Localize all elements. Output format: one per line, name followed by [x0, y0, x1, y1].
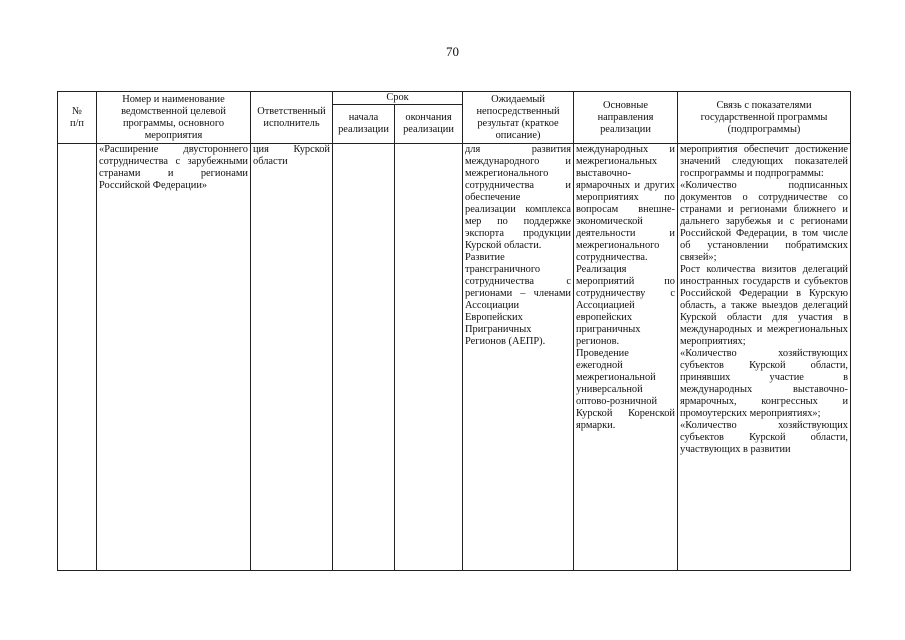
header-link: Связь с показателями государственной программы (подпрограммы)	[678, 92, 851, 144]
table-row	[58, 144, 851, 571]
cell-term-end	[395, 144, 463, 571]
cell-link: мероприятия обеспечит достижение значений следующих показателей госпрограммы и подпрограммы: «Количество подписанных документов о сотрудничестве со странами и регионами ближнего и дальнего зарубежья и с регионами Российской Федерации, в том числе об установлении побратимских связей»; Рост количества визитов делегаций иностранных государств и субъектов Российской Федерации в Курскую область, а также выездов делегаций Курской области для участия в международных и межрегиональных мероприятиях; «Количество хозяйствующих субъектов Курской области, принявших участие в международных выставочно-ярмарочных, конгрессных и промоутерских мероприятиях»; «Количество хозяйствующих субъектов Курской области, участвующих в развитии	[678, 144, 851, 571]
header-term-end: окончания реализации	[395, 105, 463, 144]
cell-executor: ция Курской области	[251, 144, 333, 571]
cell-name: «Расширение двустороннего сотрудничества с зарубежными странами и регионами Российской Федерации»	[97, 144, 251, 571]
header-result: Ожидаемый непосредственный результат (краткое описание)	[463, 92, 574, 144]
program-table	[57, 91, 851, 571]
header-directions: Основные направления реализации	[574, 92, 678, 144]
header-executor: Ответственный исполнитель	[251, 92, 333, 144]
cell-directions: международных и межрегиональных выставочно-ярмарочных и других мероприятиях по вопросам внешне-экономической деятельности и межрегионального сотрудничества. Реализация мероприятий по сотрудничеству с Ассоциацией европейских приграничных регионов. Проведение ежегодной межрегиональной универсальной оптово-розничной Курской Коренской ярмарки.	[574, 144, 678, 571]
cell-num	[58, 144, 97, 571]
header-num: № п/п	[58, 92, 97, 144]
header-term: Срок	[333, 92, 463, 105]
header-term-start: начала реализации	[333, 105, 395, 144]
header-name: Номер и наименование ведомственной целевой программы, основного мероприятия	[97, 92, 251, 144]
cell-term-start	[333, 144, 395, 571]
cell-result: для развития международного и межрегионального сотрудничества и обеспечение реализации комплекса мер по поддержке экспорта продукции Курской области. Развитие трансграничного сотрудничества с регионами – членами Ассоциации Европейских Приграничных Регионов (АЕПР).	[463, 144, 574, 571]
page-number: 70	[446, 44, 459, 59]
